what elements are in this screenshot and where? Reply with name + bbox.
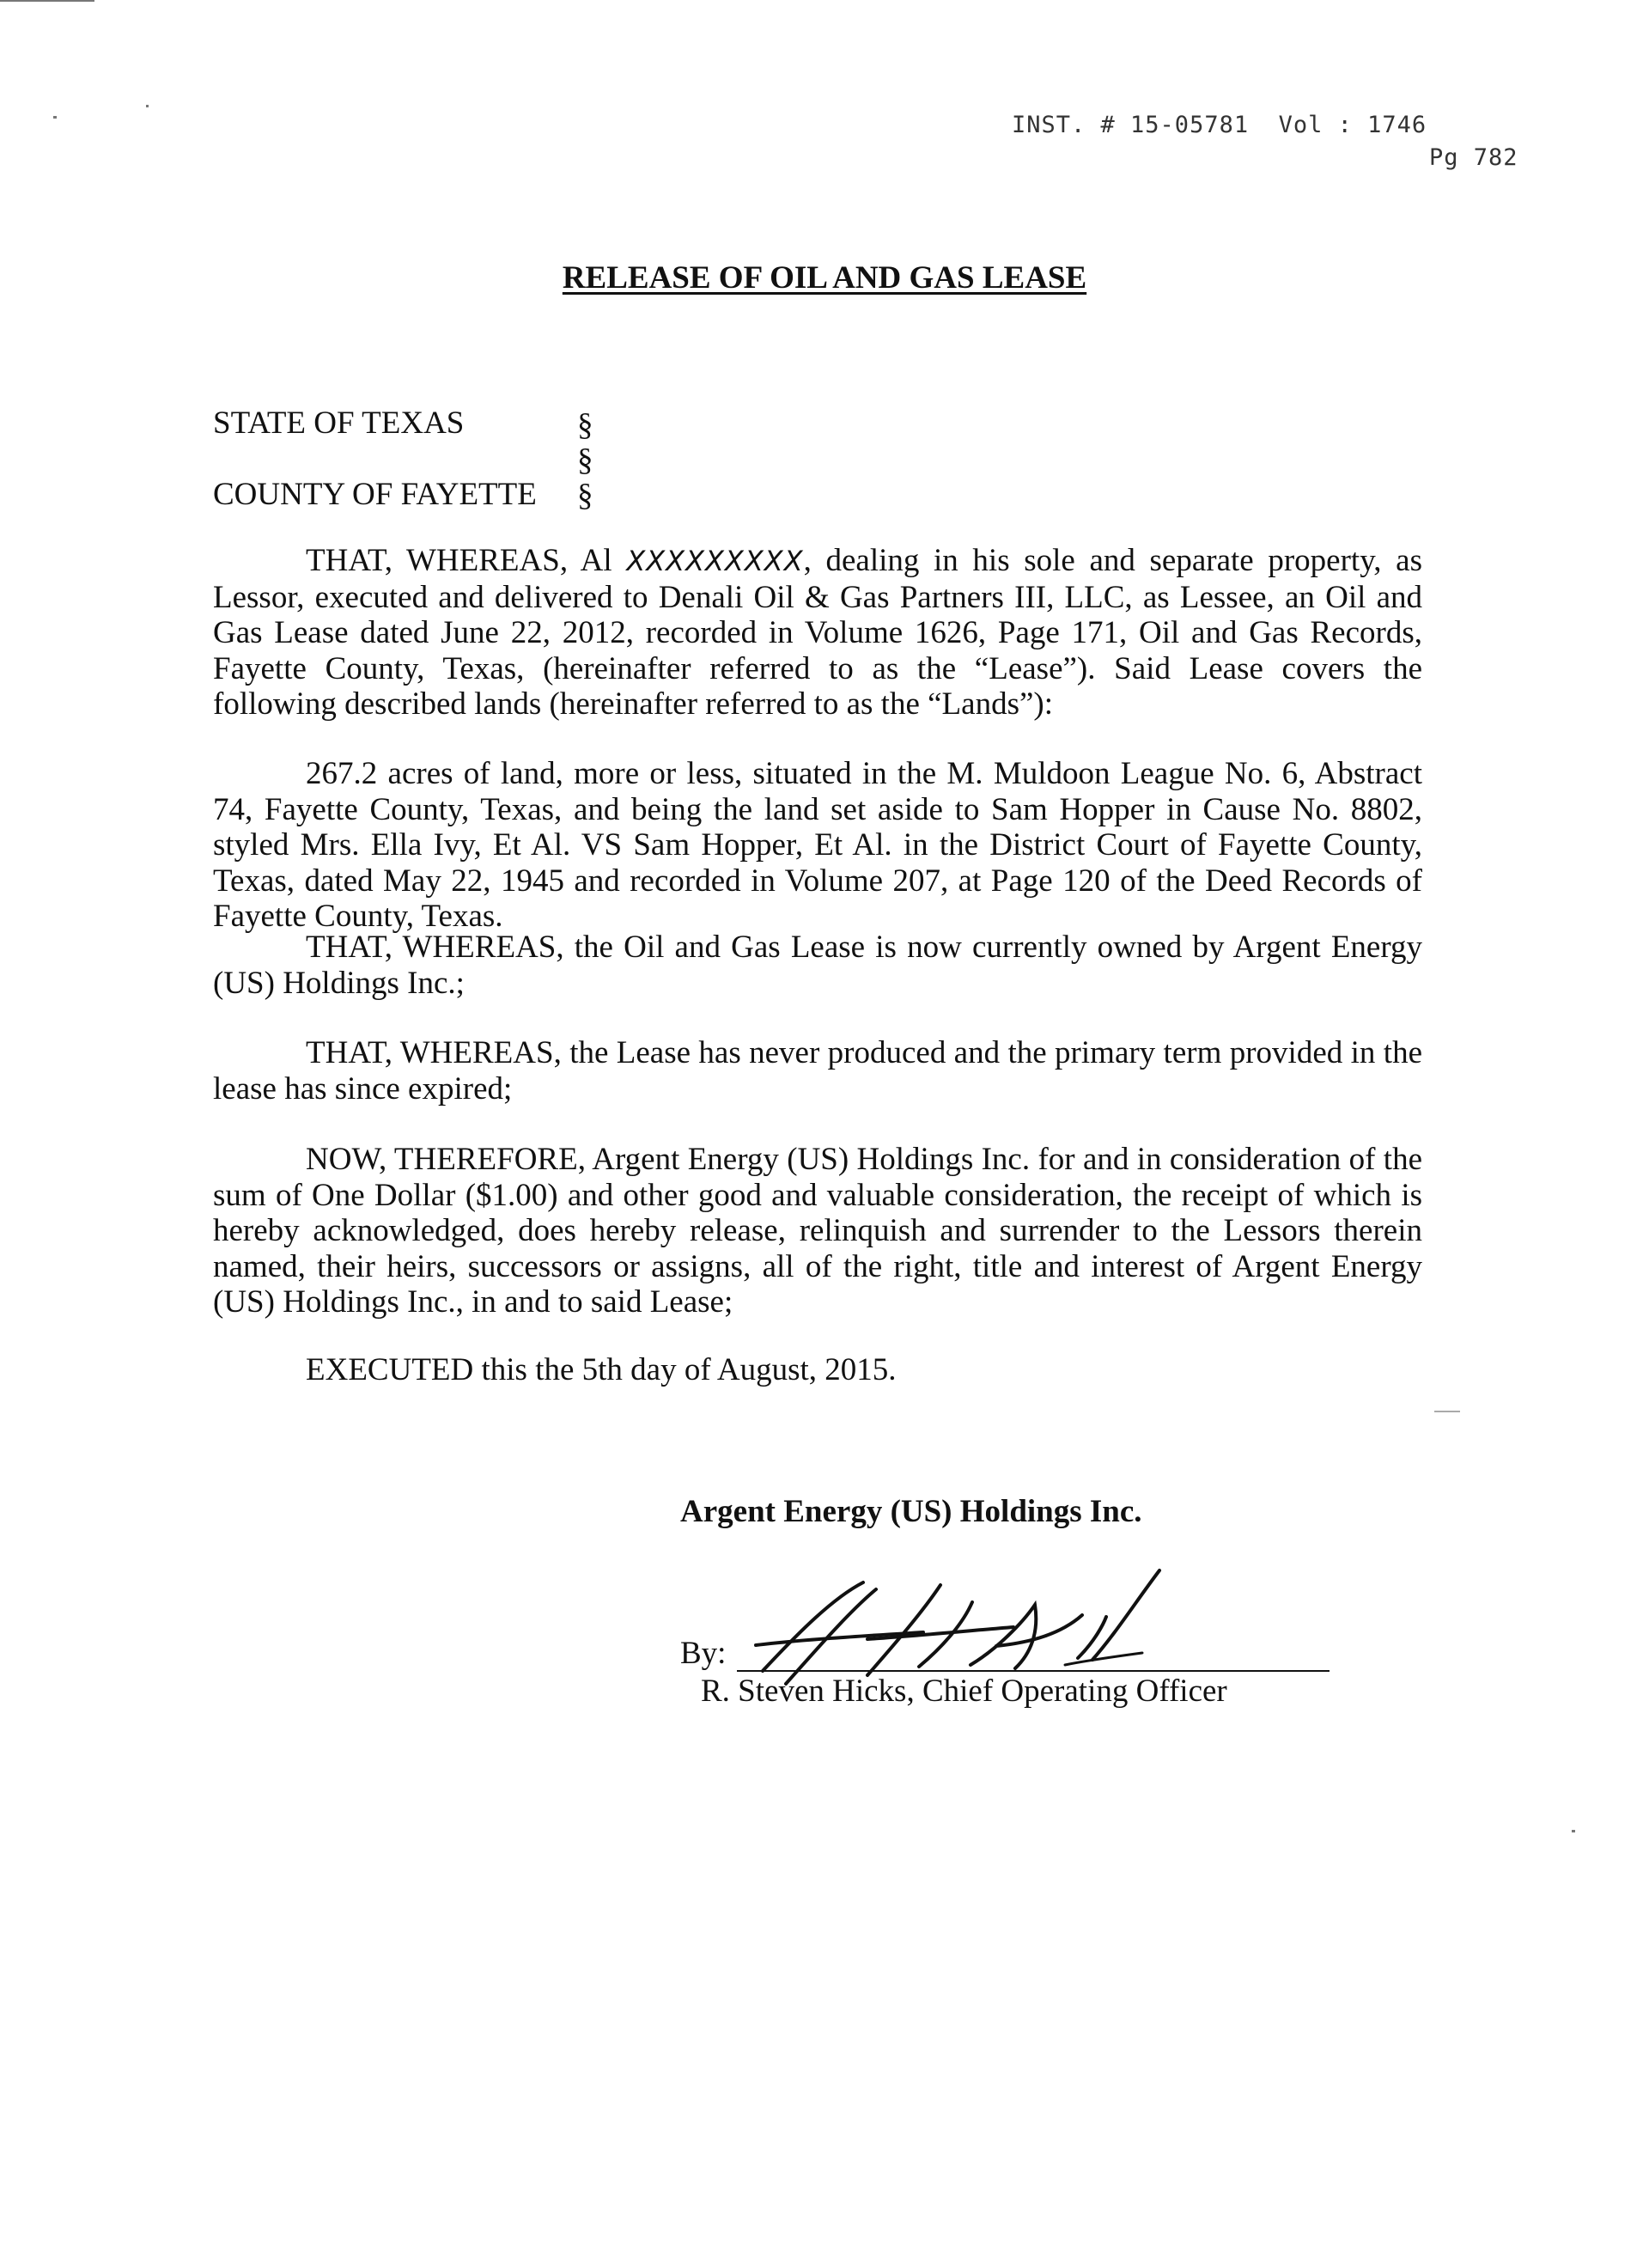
paragraph-executed: EXECUTED this the 5th day of August, 2015. <box>306 1352 897 1387</box>
state-caption: STATE OF TEXAS <box>213 405 465 441</box>
section-symbol: § <box>577 442 593 478</box>
signer-name-title: R. Steven Hicks, Chief Operating Officer <box>701 1674 1227 1709</box>
section-symbol: § <box>577 407 593 442</box>
paragraph-ownership: THAT, WHEREAS, the Oil and Gas Lease is now currently owned by Argent Energy (US) Holdings Inc.; <box>213 930 1422 1001</box>
recording-stamp-line1: INST. # 15-05781 Vol : 1746 <box>1012 112 1427 138</box>
scan-artifact <box>53 116 57 119</box>
scan-artifact <box>146 105 149 107</box>
scan-artifact <box>1572 1830 1575 1832</box>
recording-stamp-line2: Pg 782 <box>1429 144 1518 171</box>
paragraph-release: NOW, THEREFORE, Argent Energy (US) Holdings Inc. for and in consideration of the sum of One Dollar ($1.00) and other good and valuable consideration, the receipt of which is hereby acknowledged, does hereby release, relinquish and surrender to the Lessors therein named, their heirs, successors or assigns, all of the right, title and interest of Argent Energy (US) Holdings Inc., in and to said Lease; <box>213 1142 1422 1320</box>
document-title: RELEASE OF OIL AND GAS LEASE <box>562 260 1087 296</box>
redacted-name: XXXXXXXXX <box>626 545 804 577</box>
scan-artifact <box>1434 1411 1460 1412</box>
paragraph-lease-recital <box>213 543 1422 722</box>
paragraph-land-description: 267.2 acres of land, more or less, situated in the M. Muldoon League No. 6, Abstract 74, Fayette County, Texas, and being the land set aside to Sam Hopper in Cause No. 8802, styled Mrs. Ella Ivy, Et Al. VS Sam Hopper, Et Al. in the District Court of Fayette County, Texas, dated May 22, 1945 and recorded in Volume 207, at Page 120 of the Deed Records of Fayette County, Texas. <box>213 756 1422 934</box>
lessor-intro: THAT, WHEREAS, Al <box>306 543 627 578</box>
company-name: Argent Energy (US) Holdings Inc. <box>680 1494 1142 1529</box>
by-label: By: <box>680 1636 727 1671</box>
scan-artifact <box>0 0 94 2</box>
paragraph-expiration: THAT, WHEREAS, the Lease has never produced and the primary term provided in the lease has since expired; <box>213 1035 1422 1107</box>
section-symbol: § <box>577 478 593 513</box>
lease-recital-text: , dealing in his sole and separate property, as Lessor, executed and delivered to Denali Oil & Gas Partners III, LLC, as Lessee, an Oil and Gas Lease dated June 22, 2012, recorded in Volume 1626, Page 171, Oil and Gas Records, Fayette County, Texas, (hereinafter referred to as the “Lease”). Said Lease covers the following described lands (hereinafter referred to as the “Lands”): <box>213 543 1422 722</box>
county-caption: COUNTY OF FAYETTE <box>213 477 537 512</box>
